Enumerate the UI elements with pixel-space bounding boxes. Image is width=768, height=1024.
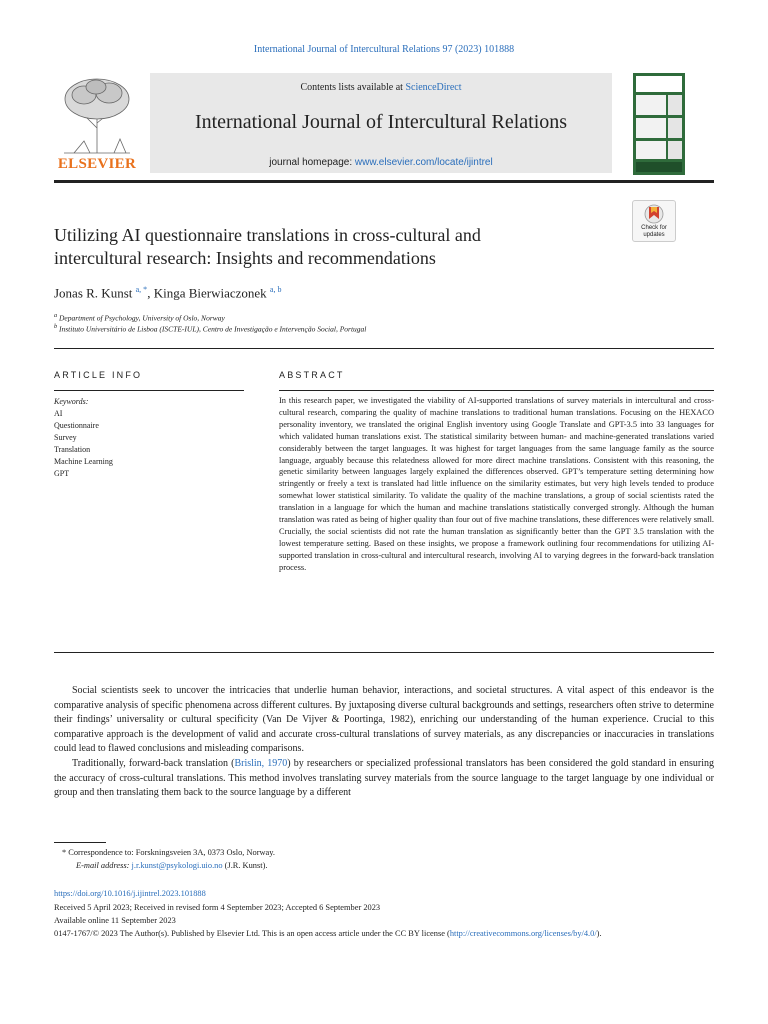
keyword: Machine Learning (54, 457, 113, 466)
affiliation-mark: b (54, 323, 58, 330)
body-text-span: Traditionally, forward-back translation ( (72, 757, 235, 769)
footnote-rule (54, 842, 106, 843)
body-paragraph (54, 757, 714, 801)
correspondence-text: Correspondence to: Forskningsveien 3A, 0373 Oslo, Norway. (68, 848, 275, 857)
keyword: AI (54, 409, 63, 418)
paper-title-line-2: intercultural research: Insights and recommendations (54, 248, 436, 268)
keyword: Survey (54, 433, 77, 442)
email-link[interactable]: j.r.kunst@psykologi.uio.no (131, 861, 223, 870)
check-for-updates-badge[interactable] (632, 200, 676, 242)
affiliation-text: Department of Psychology, University of Oslo, Norway (59, 313, 225, 323)
keywords-label: Keywords: (54, 397, 89, 406)
email-footnote (76, 860, 267, 872)
abstract-text: In this research paper, we investigated the viability of AI-supported translations of survey materials in intercultural and cross-cultural research, comparing the quality of machine translations to traditional human translations. Focusing on the HEXACO personality inventory, we translated the original English inventory using Google Translate and GPT-3.5 into 33 languages for which validated human translations exist. The statistical similarity between human- and machine-generated translations varied considerably between the target languages. It was highest for target languages from the same language family as the source language, arguably because this relatedness allowed for more direct machine translations. Consistent with this reasoning, the genetic similarity between languages largely explained the differences observed. GPT’s temperature setting determining how stringently or freely a text is translated had little influence on the similarity estimates, but very high levels tended to produce somewhat lower statistical similarity. To validate the quality of the machine translations, a group of social scientists rated the translation in a language for which the human and machine translations statistically converged strongly. Although the human translation was rated as being of higher quality than four out of five machine translations, these differences were relatively small. Crucially, the social scientists did not rate the human translation as significantly better than the GPT 3.5 translation with the lowest temperature setting. Based on these insights, we propose a framework outlining four recommendations for utilizing AI-supported translation in cross-cultural and intercultural research, involving AI to varying degrees in the forward-back translation process. (279, 396, 714, 572)
body-text (54, 684, 714, 801)
author-name[interactable]: Jonas R. Kunst (54, 285, 133, 301)
sciencedirect-link[interactable]: ScienceDirect (405, 82, 462, 93)
crossmark-line-2: updates (643, 232, 665, 238)
available-online: Available online 11 September 2023 (54, 916, 176, 925)
homepage-prefix: journal homepage: (269, 157, 355, 168)
paper-title (54, 224, 614, 270)
header-rule (54, 180, 714, 183)
license-prefix: 0147-1767/© 2023 The Author(s). Published by Elsevier Ltd. This is an open access article under the CC BY license ( (54, 929, 450, 938)
journal-title: International Journal of Intercultural Relations (194, 111, 568, 133)
email-suffix: (J.R. Kunst). (224, 861, 268, 870)
affiliation-b (54, 323, 366, 334)
keyword: Translation (54, 445, 91, 454)
correspondence-footnote: * Correspondence to: Forskningsveien 3A, 0373 Oslo, Norway. (62, 848, 275, 857)
body-paragraph: Social scientists seek to uncover the intricacies that underlie human behavior, interactions, and societal structures. A vital aspect of this endeavor is the comparative analysis of specific phenomena across different cultures. By juxtaposing diverse cultural backgrounds and settings, researchers often strive to determine their findings’ universality or cultural specificity (Van De Vijver & Poortinga, 1982), enriching our understanding of the human experience. Crucial to this comparative approach is the development of valid and accurate cross-cultural translations of survey materials, as any discrepancies or inaccuracies in translations could lead to flawed conclusions and misleading comparisons. (54, 685, 714, 755)
license-statement (54, 928, 714, 940)
section-rule (54, 348, 714, 349)
abstract-rule (279, 390, 714, 391)
contents-line (150, 82, 612, 93)
journal-homepage (150, 157, 612, 168)
license-link[interactable]: http://creativecommons.org/licenses/by/4.0/ (449, 929, 597, 938)
journal-cover-thumbnail[interactable] (633, 73, 685, 175)
received-dates: Received 5 April 2023; Received in revised form 4 September 2023; Accepted 6 September 2023 (54, 903, 381, 912)
license-suffix: ). (596, 929, 602, 938)
body-text-span: ) by researchers or specialized professional translators has been considered the gold standard in ensuring the accuracy of cross-cultural translations. This method involves translating survey materials from the source language to the target language by one individual or group and then translating them back to the source language by a different (54, 757, 714, 799)
email-label: E-mail address: (76, 861, 130, 870)
crossmark-line-1: Check for (641, 225, 667, 231)
article-info-heading: ARTICLE INFO (54, 370, 143, 380)
affiliation-text: Instituto Universitário de Lisboa (ISCTE-IUL), Centro de Investigação e Intervenção Social, Portugal (59, 324, 367, 334)
author-name[interactable]: Kinga Bierwiaczonek (153, 285, 267, 301)
author-affiliation-marks[interactable]: a, * (135, 285, 148, 294)
keywords-list (54, 396, 113, 480)
section-rule (54, 652, 714, 653)
paper-title-line-1: Utilizing AI questionnaire translations in cross-cultural and (54, 225, 481, 245)
contents-prefix: Contents lists available at (300, 82, 406, 93)
author-affiliation-marks[interactable]: a, b (269, 285, 282, 294)
abstract-heading: ABSTRACT (279, 370, 345, 380)
citation-link[interactable]: Brislin, 1970 (234, 757, 288, 769)
journal-reference[interactable]: International Journal of Intercultural Relations 97 (2023) 101888 (253, 44, 515, 55)
publisher-wordmark: ELSEVIER (57, 156, 137, 172)
affiliation-mark: a (54, 312, 58, 319)
affiliation-a (54, 312, 225, 323)
keyword: GPT (54, 469, 70, 478)
homepage-link[interactable]: www.elsevier.com/locate/ijintrel (354, 157, 493, 168)
keyword: Questionnaire (54, 421, 99, 430)
article-info-rule (54, 390, 244, 391)
author-list: Jonas R. Kunst $^{a, *}$, Kinga Bierwiaczonek $^{a, b}$ (54, 285, 282, 301)
doi-link[interactable]: https://doi.org/10.1016/j.ijintrel.2023.101888 (54, 889, 206, 898)
